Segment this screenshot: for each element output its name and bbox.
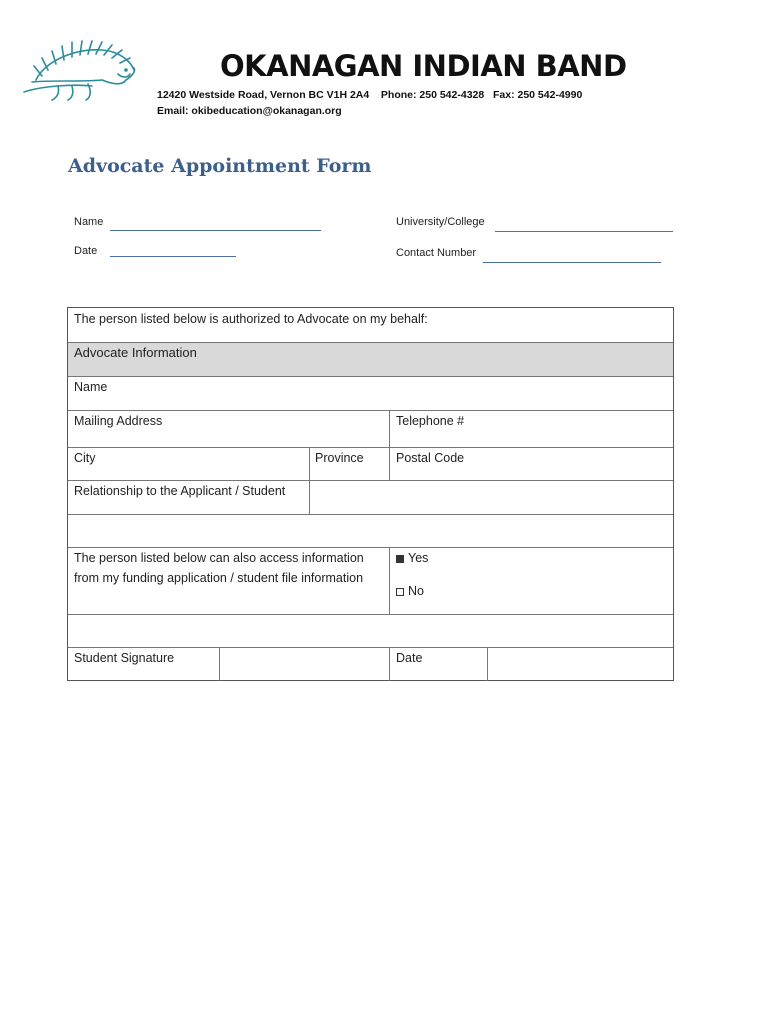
phone: Phone: 250 542-4328 [380, 89, 485, 101]
access-text-line2: from my funding application / student file information [74, 571, 364, 585]
advocate-table [67, 307, 674, 681]
name-field[interactable] [110, 230, 321, 231]
province-label: Province [315, 451, 364, 465]
no-option[interactable] [396, 581, 424, 601]
university-field[interactable] [495, 231, 673, 232]
checked-box-icon[interactable] [396, 555, 404, 563]
access-text-line1: The person listed below can also access information [74, 551, 364, 565]
name-label: Name [74, 216, 104, 228]
postal-code-label: Postal Code [396, 451, 465, 465]
porcupine-logo-icon [22, 36, 142, 102]
address-line [157, 89, 582, 101]
organization-name: OKANAGAN INDIAN BAND [220, 49, 627, 83]
mailing-address-label: Mailing Address [74, 414, 163, 428]
yes-option[interactable] [396, 548, 428, 568]
telephone-label: Telephone # [396, 414, 465, 428]
email: Email: okibeducation@okanagan.org [157, 105, 342, 117]
yes-label: Yes [408, 551, 429, 565]
university-label: University/College [396, 216, 485, 228]
fax: Fax: 250 542-4990 [492, 89, 583, 101]
signature-date-label: Date [396, 651, 423, 665]
contact-label: Contact Number [396, 247, 477, 259]
section-header: Advocate Information [74, 345, 197, 360]
no-label: No [408, 584, 424, 598]
date-label: Date [74, 245, 98, 257]
city-label: City [74, 451, 96, 465]
form-title: Advocate Appointment Form [68, 155, 372, 177]
address: 12420 Westside Road, Vernon BC V1H 2A4 [157, 89, 370, 101]
authorization-text: The person listed below is authorized to Advocate on my behalf: [74, 312, 428, 326]
unchecked-box-icon[interactable] [396, 588, 404, 596]
advocate-name-label: Name [74, 380, 108, 394]
relationship-label: Relationship to the Applicant / Student [74, 484, 286, 498]
contact-field[interactable] [483, 262, 661, 263]
signature-label: Student Signature [74, 651, 175, 665]
date-field[interactable] [110, 256, 236, 257]
